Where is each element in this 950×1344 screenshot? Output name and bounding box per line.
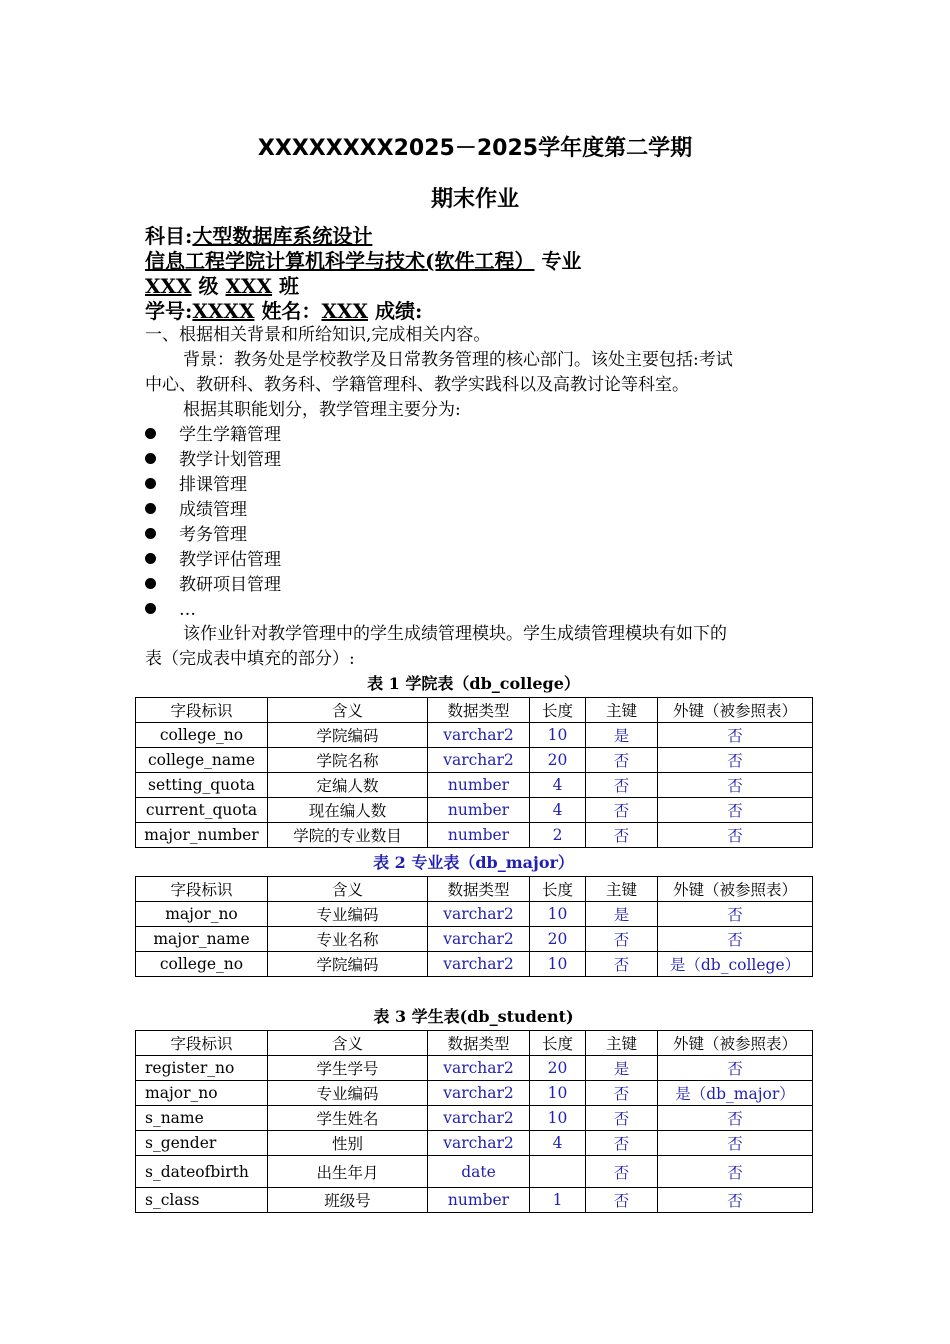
cell-meaning: 班级号 bbox=[268, 1188, 428, 1213]
cell-length: 10 bbox=[530, 723, 586, 748]
bullet-item bbox=[145, 498, 247, 523]
student-table bbox=[135, 1030, 813, 1213]
college-value: 信息工程学院计算机科学与技术(软件工程） bbox=[145, 249, 535, 273]
cell-meaning: 专业名称 bbox=[268, 927, 428, 952]
cell-field-id: s_class bbox=[136, 1188, 268, 1213]
cell-data-type: number bbox=[428, 773, 530, 798]
header-cell-length: 长度 bbox=[530, 877, 586, 902]
cell-primary-key: 是 bbox=[586, 902, 658, 927]
bullet-item bbox=[145, 423, 281, 448]
id-value: XXXX bbox=[192, 299, 255, 323]
bullet-text: 教研项目管理 bbox=[179, 575, 281, 595]
cell-primary-key: 否 bbox=[586, 1188, 658, 1213]
cell-field-id: s_dateofbirth bbox=[136, 1156, 268, 1188]
cell-data-type: varchar2 bbox=[428, 902, 530, 927]
table-row bbox=[136, 748, 813, 773]
cell-length: 1 bbox=[530, 1188, 586, 1213]
bullet-item bbox=[145, 548, 281, 573]
bullet-dot-icon bbox=[145, 528, 156, 539]
header-cell-field-id: 字段标识 bbox=[136, 698, 268, 723]
college-line bbox=[145, 249, 581, 274]
class-value: XXX bbox=[225, 274, 273, 298]
cell-data-type: varchar2 bbox=[428, 927, 530, 952]
cell-meaning: 专业编码 bbox=[268, 902, 428, 927]
bullet-dot-icon bbox=[145, 503, 156, 514]
cell-foreign-key: 否 bbox=[658, 723, 813, 748]
division-text: 根据其职能划分，教学管理主要分为: bbox=[183, 400, 461, 420]
cell-length bbox=[530, 1156, 586, 1188]
bullet-text: … bbox=[179, 600, 196, 620]
cell-primary-key: 否 bbox=[586, 1081, 658, 1106]
header-cell-foreign-key: 外键（被参照表） bbox=[658, 1031, 813, 1056]
table-row bbox=[136, 1106, 813, 1131]
table-row bbox=[136, 823, 813, 848]
cell-field-id: s_gender bbox=[136, 1131, 268, 1156]
cell-primary-key: 否 bbox=[586, 1106, 658, 1131]
table-row bbox=[136, 952, 813, 977]
cell-primary-key: 是 bbox=[586, 723, 658, 748]
bullet-item bbox=[145, 598, 196, 623]
cell-length: 20 bbox=[530, 748, 586, 773]
bullet-text: 教学计划管理 bbox=[179, 450, 281, 470]
subject-value: 大型数据库系统设计 bbox=[192, 224, 373, 248]
table-2-caption: 表 2 专业表（db_major） bbox=[373, 853, 574, 872]
bullet-dot-icon bbox=[145, 478, 156, 489]
college-table bbox=[135, 697, 813, 848]
bullet-dot-icon bbox=[145, 453, 156, 464]
cell-meaning: 学院名称 bbox=[268, 748, 428, 773]
name-label: 姓名： bbox=[261, 299, 322, 323]
cell-length: 4 bbox=[530, 1131, 586, 1156]
header-cell-primary-key: 主键 bbox=[586, 1031, 658, 1056]
cell-data-type: number bbox=[428, 798, 530, 823]
cell-primary-key: 否 bbox=[586, 823, 658, 848]
header-cell-primary-key: 主键 bbox=[586, 877, 658, 902]
cell-meaning: 出生年月 bbox=[268, 1156, 428, 1188]
bullet-item bbox=[145, 523, 247, 548]
cell-data-type: varchar2 bbox=[428, 723, 530, 748]
table-row bbox=[136, 1081, 813, 1106]
header-cell-field-id: 字段标识 bbox=[136, 1031, 268, 1056]
cell-foreign-key: 否 bbox=[658, 798, 813, 823]
cell-field-id: college_no bbox=[136, 723, 268, 748]
cell-field-id: major_name bbox=[136, 927, 268, 952]
cell-length: 10 bbox=[530, 1106, 586, 1131]
cell-primary-key: 否 bbox=[586, 1156, 658, 1188]
table-row bbox=[136, 773, 813, 798]
grade-value: XXX bbox=[145, 274, 192, 298]
cell-field-id: college_no bbox=[136, 952, 268, 977]
cell-meaning: 专业编码 bbox=[268, 1081, 428, 1106]
cell-length: 4 bbox=[530, 798, 586, 823]
intro-text: 一、根据相关背景和所给知识,完成相关内容。 bbox=[145, 325, 491, 345]
background-text-2: 中心、教研科、教务科、学籍管理科、教学实践科以及高教讨论等科室。 bbox=[145, 375, 689, 395]
cell-foreign-key: 否 bbox=[658, 1106, 813, 1131]
bullet-text: 成绩管理 bbox=[179, 500, 247, 520]
cell-length: 20 bbox=[530, 1056, 586, 1081]
cell-meaning: 学院的专业数目 bbox=[268, 823, 428, 848]
cell-meaning: 定编人数 bbox=[268, 773, 428, 798]
cell-primary-key: 否 bbox=[586, 952, 658, 977]
cell-meaning: 学生学号 bbox=[268, 1056, 428, 1081]
table-row bbox=[136, 927, 813, 952]
cell-foreign-key: 否 bbox=[658, 1188, 813, 1213]
table-row bbox=[136, 723, 813, 748]
cell-meaning: 学院编码 bbox=[268, 723, 428, 748]
subject-label: 科目: bbox=[145, 224, 193, 248]
score-label: 成绩: bbox=[374, 299, 423, 323]
cell-foreign-key: 否 bbox=[658, 1056, 813, 1081]
bullet-text: 考务管理 bbox=[179, 525, 247, 545]
cell-field-id: major_no bbox=[136, 902, 268, 927]
cell-length: 10 bbox=[530, 902, 586, 927]
cell-length: 10 bbox=[530, 952, 586, 977]
subject-line bbox=[145, 224, 372, 249]
cell-length: 4 bbox=[530, 773, 586, 798]
cell-data-type: number bbox=[428, 823, 530, 848]
cell-data-type: varchar2 bbox=[428, 1081, 530, 1106]
grade-label: 级 bbox=[198, 274, 219, 298]
cell-length: 2 bbox=[530, 823, 586, 848]
table-row bbox=[136, 798, 813, 823]
bullet-item bbox=[145, 573, 281, 598]
cell-foreign-key: 否 bbox=[658, 927, 813, 952]
document-subtitle: 期末作业 bbox=[430, 187, 519, 212]
cell-data-type: varchar2 bbox=[428, 1131, 530, 1156]
cell-field-id: major_number bbox=[136, 823, 268, 848]
cell-field-id: setting_quota bbox=[136, 773, 268, 798]
cell-length: 20 bbox=[530, 927, 586, 952]
cell-primary-key: 否 bbox=[586, 798, 658, 823]
table-row bbox=[136, 1131, 813, 1156]
table-row bbox=[136, 1188, 813, 1213]
bullet-dot-icon bbox=[145, 603, 156, 614]
cell-field-id: current_quota bbox=[136, 798, 268, 823]
header-cell-field-id: 字段标识 bbox=[136, 877, 268, 902]
bullet-dot-icon bbox=[145, 578, 156, 589]
cell-foreign-key: 否 bbox=[658, 823, 813, 848]
cell-data-type: varchar2 bbox=[428, 1056, 530, 1081]
cell-foreign-key: 否 bbox=[658, 902, 813, 927]
cell-primary-key: 否 bbox=[586, 1131, 658, 1156]
cell-field-id: college_name bbox=[136, 748, 268, 773]
header-cell-meaning: 含义 bbox=[268, 1031, 428, 1056]
bullet-dot-icon bbox=[145, 553, 156, 564]
name-value: XXX bbox=[321, 299, 368, 323]
header-cell-foreign-key: 外键（被参照表） bbox=[658, 877, 813, 902]
bullet-text: 学生学籍管理 bbox=[179, 425, 281, 445]
class-line bbox=[145, 274, 299, 299]
table-header-row bbox=[136, 698, 813, 723]
cell-foreign-key: 否 bbox=[658, 748, 813, 773]
cell-data-type: varchar2 bbox=[428, 952, 530, 977]
cell-foreign-key: 是（db_major） bbox=[658, 1081, 813, 1106]
cell-field-id: major_no bbox=[136, 1081, 268, 1106]
bullet-item bbox=[145, 473, 247, 498]
background-text-1: 背景：教务处是学校教学及日常教务管理的核心部门。该处主要包括:考试 bbox=[183, 350, 733, 370]
class-label: 班 bbox=[279, 274, 300, 298]
cell-primary-key: 否 bbox=[586, 773, 658, 798]
bullet-dot-icon bbox=[145, 428, 156, 439]
cell-data-type: number bbox=[428, 1188, 530, 1213]
header-cell-length: 长度 bbox=[530, 698, 586, 723]
cell-meaning: 学生姓名 bbox=[268, 1106, 428, 1131]
table-3-caption: 表 3 学生表(db_student) bbox=[373, 1007, 574, 1026]
module-text-2: 表（完成表中填充的部分）: bbox=[145, 649, 355, 669]
cell-meaning: 性别 bbox=[268, 1131, 428, 1156]
major-table bbox=[135, 876, 813, 977]
student-line bbox=[145, 299, 422, 324]
cell-length: 10 bbox=[530, 1081, 586, 1106]
cell-field-id: s_name bbox=[136, 1106, 268, 1131]
header-cell-meaning: 含义 bbox=[268, 877, 428, 902]
cell-foreign-key: 否 bbox=[658, 1156, 813, 1188]
header-cell-primary-key: 主键 bbox=[586, 698, 658, 723]
cell-foreign-key: 否 bbox=[658, 773, 813, 798]
cell-data-type: varchar2 bbox=[428, 748, 530, 773]
cell-meaning: 学院编码 bbox=[268, 952, 428, 977]
cell-foreign-key: 否 bbox=[658, 1131, 813, 1156]
header-cell-data-type: 数据类型 bbox=[428, 698, 530, 723]
cell-primary-key: 是 bbox=[586, 1056, 658, 1081]
header-cell-data-type: 数据类型 bbox=[428, 1031, 530, 1056]
table-header-row bbox=[136, 877, 813, 902]
table-header-row bbox=[136, 1031, 813, 1056]
bullet-item bbox=[145, 448, 281, 473]
cell-meaning: 现在编人数 bbox=[268, 798, 428, 823]
bullet-text: 排课管理 bbox=[179, 475, 247, 495]
cell-data-type: varchar2 bbox=[428, 1106, 530, 1131]
cell-data-type: date bbox=[428, 1156, 530, 1188]
bullet-text: 教学评估管理 bbox=[179, 550, 281, 570]
id-label: 学号: bbox=[145, 299, 193, 323]
table-row bbox=[136, 902, 813, 927]
header-cell-data-type: 数据类型 bbox=[428, 877, 530, 902]
cell-primary-key: 否 bbox=[586, 748, 658, 773]
document-title: XXXXXXXX2025－2025学年度第二学期 bbox=[257, 136, 693, 161]
header-cell-length: 长度 bbox=[530, 1031, 586, 1056]
table-row bbox=[136, 1056, 813, 1081]
cell-field-id: register_no bbox=[136, 1056, 268, 1081]
module-text-1: 该作业针对教学管理中的学生成绩管理模块。学生成绩管理模块有如下的 bbox=[183, 624, 727, 644]
table-row bbox=[136, 1156, 813, 1188]
header-cell-meaning: 含义 bbox=[268, 698, 428, 723]
cell-foreign-key: 是（db_college） bbox=[658, 952, 813, 977]
header-cell-foreign-key: 外键（被参照表） bbox=[658, 698, 813, 723]
major-suffix: 专业 bbox=[541, 249, 582, 273]
table-1-caption: 表 1 学院表（db_college） bbox=[367, 674, 580, 693]
cell-primary-key: 否 bbox=[586, 927, 658, 952]
